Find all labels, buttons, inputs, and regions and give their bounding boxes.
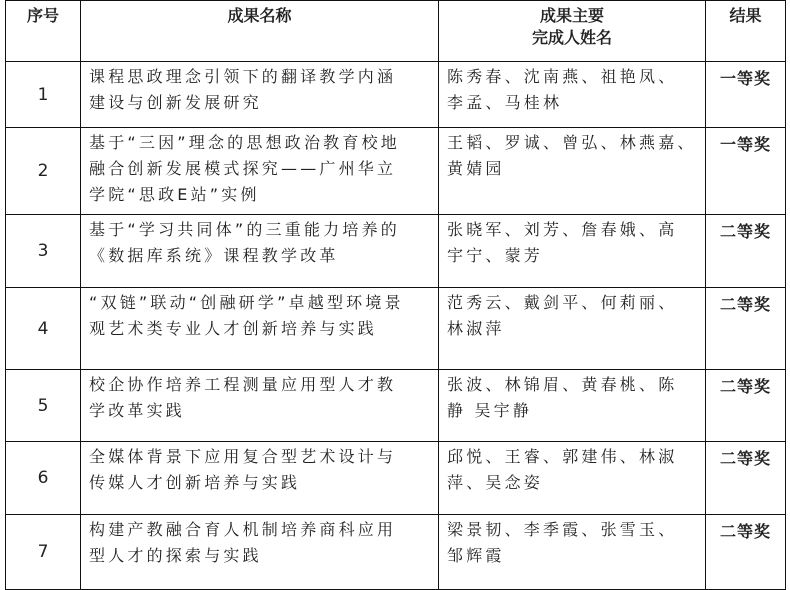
achievement-name-line: 学改革实践 [89, 401, 186, 420]
achievement-name-line: 课程思政理念引领下的翻译教学内涵 [89, 67, 397, 86]
header-people-line: 完成人姓名 [531, 28, 612, 47]
people-names-line: 范秀云、戴剑平、何莉丽、 [447, 293, 678, 312]
people-names [439, 515, 706, 590]
table-row [6, 215, 786, 288]
table-row [6, 442, 786, 515]
people-names-line: 林淑萍 [447, 319, 505, 338]
people-names-line: 张波、林锦眉、黄春桃、陈 [447, 375, 678, 394]
achievement-name-line: 《数据库系统》课程教学改革 [89, 246, 339, 265]
achievement-name-line: 全媒体背景下应用复合型艺术设计与 [89, 447, 397, 466]
table-row [6, 515, 786, 590]
table-row [6, 62, 786, 128]
achievement-name-line: 建设与创新发展研究 [89, 93, 262, 112]
people-names-line: 张晓军、刘芳、詹春娥、高 [447, 220, 678, 239]
award-result: 二等奖 [706, 215, 786, 288]
people-names [439, 442, 706, 515]
table-row [6, 288, 786, 370]
row-number: 5 [6, 370, 81, 442]
achievement-name [81, 62, 439, 128]
achievement-name [81, 215, 439, 288]
award-result: 二等奖 [706, 288, 786, 370]
people-names [439, 215, 706, 288]
achievement-name [81, 128, 439, 215]
achievement-name-line: 校企协作培养工程测量应用型人才教 [89, 375, 397, 394]
people-names-line: 李孟、马桂林 [447, 93, 563, 112]
award-result: 二等奖 [706, 515, 786, 590]
award-result: 二等奖 [706, 370, 786, 442]
row-number: 6 [6, 442, 81, 515]
achievement-name-line: 型人才的探索与实践 [89, 546, 262, 565]
people-names [439, 62, 706, 128]
achievement-name-line: 基于“三因”理念的思想政治教育校地 [89, 133, 400, 152]
achievement-name-line: 传媒人才创新培养与实践 [89, 473, 301, 492]
row-number: 7 [6, 515, 81, 590]
row-number: 2 [6, 128, 81, 215]
achievement-name-line: 学院“思政E站”实例 [89, 185, 260, 204]
people-names-line: 萍、吴念姿 [447, 473, 544, 492]
header-no: 序号 [6, 1, 81, 62]
achievement-name [81, 288, 439, 370]
achievement-name-line: “双链”联动“创融研学”卓越型环境景 [89, 293, 404, 312]
table-row [6, 128, 786, 215]
achievement-name-line: 融合创新发展模式探究——广州华立 [89, 159, 397, 178]
award-result: 一等奖 [706, 128, 786, 215]
people-names [439, 288, 706, 370]
achievement-name [81, 370, 439, 442]
award-result: 一等奖 [706, 62, 786, 128]
achievement-name-line: 观艺术类专业人才创新培养与实践 [89, 319, 378, 338]
people-names-line: 梁景韧、李季霞、张雪玉、 [447, 520, 678, 539]
row-number: 4 [6, 288, 81, 370]
achievement-name-line: 构建产教融合育人机制培养商科应用 [89, 520, 397, 539]
award-result: 二等奖 [706, 442, 786, 515]
people-names-line: 黄婧园 [447, 159, 505, 178]
people-names-line: 邹辉霞 [447, 546, 505, 565]
row-number: 3 [6, 215, 81, 288]
people-names-line: 静 吴宇静 [447, 401, 533, 420]
awards-table [5, 0, 786, 590]
row-number: 1 [6, 62, 81, 128]
achievement-name [81, 442, 439, 515]
header-row [6, 1, 786, 62]
people-names [439, 370, 706, 442]
people-names-line: 宇宁、蒙芳 [447, 246, 544, 265]
people-names-line: 陈秀春、沈南燕、祖艳凤、 [447, 67, 678, 86]
people-names-line: 王韬、罗诚、曾弘、林燕嘉、 [447, 133, 697, 152]
header-result: 结果 [706, 1, 786, 62]
header-people-line: 成果主要 [539, 6, 604, 25]
table-row [6, 370, 786, 442]
achievement-name [81, 515, 439, 590]
achievement-name-line: 基于“学习共同体”的三重能力培养的 [89, 220, 400, 239]
header-name: 成果名称 [81, 1, 439, 62]
people-names-line: 邱悦、王睿、郭建伟、林淑 [447, 447, 678, 466]
people-names [439, 128, 706, 215]
header-people [439, 1, 706, 62]
